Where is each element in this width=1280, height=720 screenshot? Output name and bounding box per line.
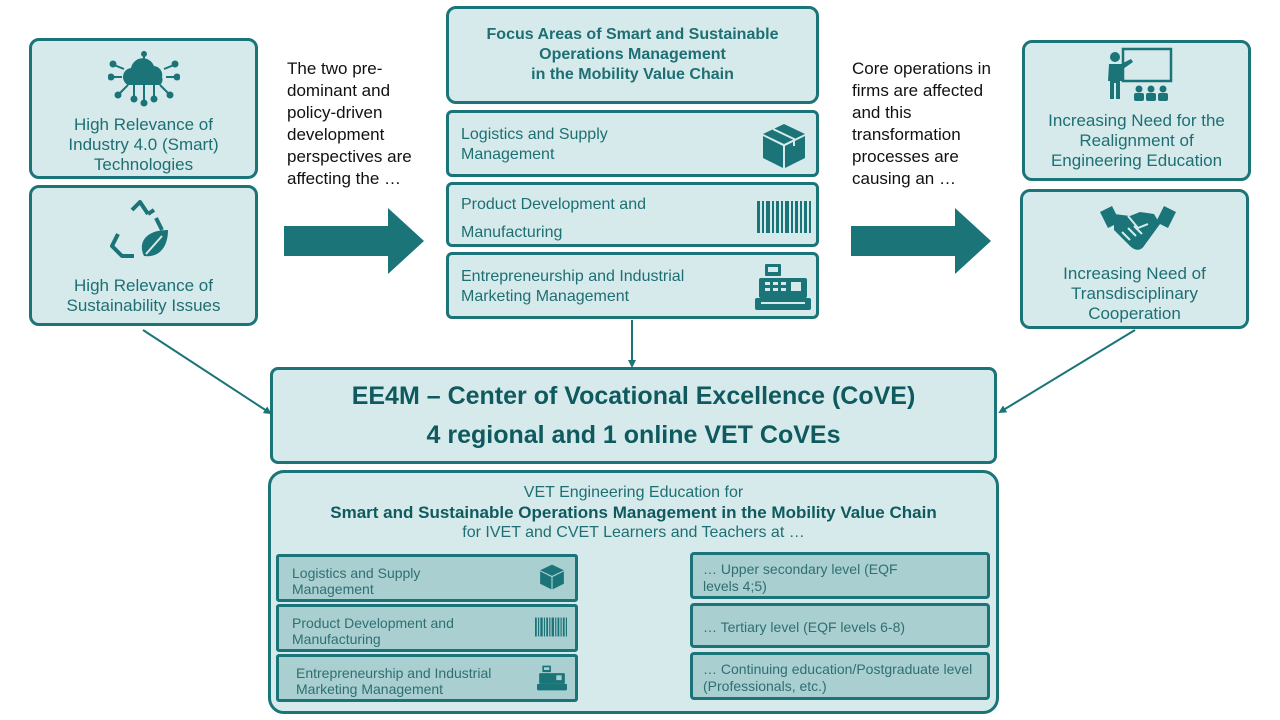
vet-left-item-logistics: Logistics and Supply Management xyxy=(276,554,578,602)
cash-register-icon xyxy=(755,264,811,310)
focus-title: Focus Areas of Smart and Sustainable Operations Management in the Mobility Value Chain xyxy=(486,26,779,83)
cash-register-icon xyxy=(537,665,567,691)
arrow-right-to-cove xyxy=(1000,330,1135,412)
vet-line2: Smart and Sustainable Operations Management in the Mobility Value Chain xyxy=(330,503,937,522)
arrow-right-icon xyxy=(284,208,424,274)
right-narrative: Core operations in firms are affected and this transformation processes are causing an … xyxy=(852,59,991,188)
cloud-network-icon xyxy=(108,51,180,107)
vet-left-item-product: Product Development and Manufacturing xyxy=(276,604,578,652)
transdisciplinary-label: Increasing Need of Transdisciplinary Cooperation xyxy=(1063,264,1206,323)
box-icon xyxy=(539,563,565,591)
barcode-icon xyxy=(535,617,567,637)
cove-line2: 4 regional and 1 online VET CoVEs xyxy=(426,421,841,449)
focus-logistics-box xyxy=(446,110,819,177)
realignment-label: Increasing Need for the Realignment of Engineering Education xyxy=(1048,111,1225,170)
focus-product-box xyxy=(446,182,819,247)
arrow-left-to-cove xyxy=(143,330,270,413)
focus-title-box xyxy=(446,6,819,104)
vet-right-item-upper-secondary: … Upper secondary level (EQF levels 4;5) xyxy=(690,552,990,599)
handshake-icon xyxy=(1100,206,1176,254)
vet-line3: for IVET and CVET Learners and Teachers at … xyxy=(462,524,805,541)
sustainability-label: High Relevance of Sustainability Issues xyxy=(66,276,221,315)
teacher-presentation-icon xyxy=(1105,47,1175,105)
recycle-leaf-icon xyxy=(108,200,172,260)
vet-right-item-continuing: … Continuing education/Postgraduate level (Professionals, etc.) xyxy=(690,652,990,700)
focus-logistics-label: Logistics and Supply Management xyxy=(461,126,608,163)
arrow-right-icon xyxy=(851,208,991,274)
focus-entre-label: Entrepreneurship and Industrial Marketing Management xyxy=(461,268,685,305)
sustainability-box xyxy=(29,185,258,326)
barcode-icon xyxy=(757,201,811,233)
vet-right-item-tertiary: … Tertiary level (EQF levels 6-8) xyxy=(690,603,990,648)
transdisciplinary-box xyxy=(1020,189,1249,329)
focus-entre-box xyxy=(446,252,819,319)
cove-box xyxy=(270,367,997,464)
left-narrative: The two pre-dominant and policy-driven development perspectives are affecting the … xyxy=(287,59,412,188)
vet-line1: VET Engineering Education for xyxy=(523,484,744,501)
box-icon xyxy=(761,122,807,170)
smart-tech-label: High Relevance of Industry 4.0 (Smart) Technologies xyxy=(68,115,219,174)
cove-line1: EE4M – Center of Vocational Excellence (CoVE) xyxy=(351,382,916,410)
realignment-box xyxy=(1022,40,1251,181)
focus-product-label: Product Development and Manufacturing xyxy=(461,196,646,241)
smart-tech-box xyxy=(29,38,258,179)
vet-left-item-entre: Entrepreneurship and Industrial Marketing Management xyxy=(276,654,578,702)
